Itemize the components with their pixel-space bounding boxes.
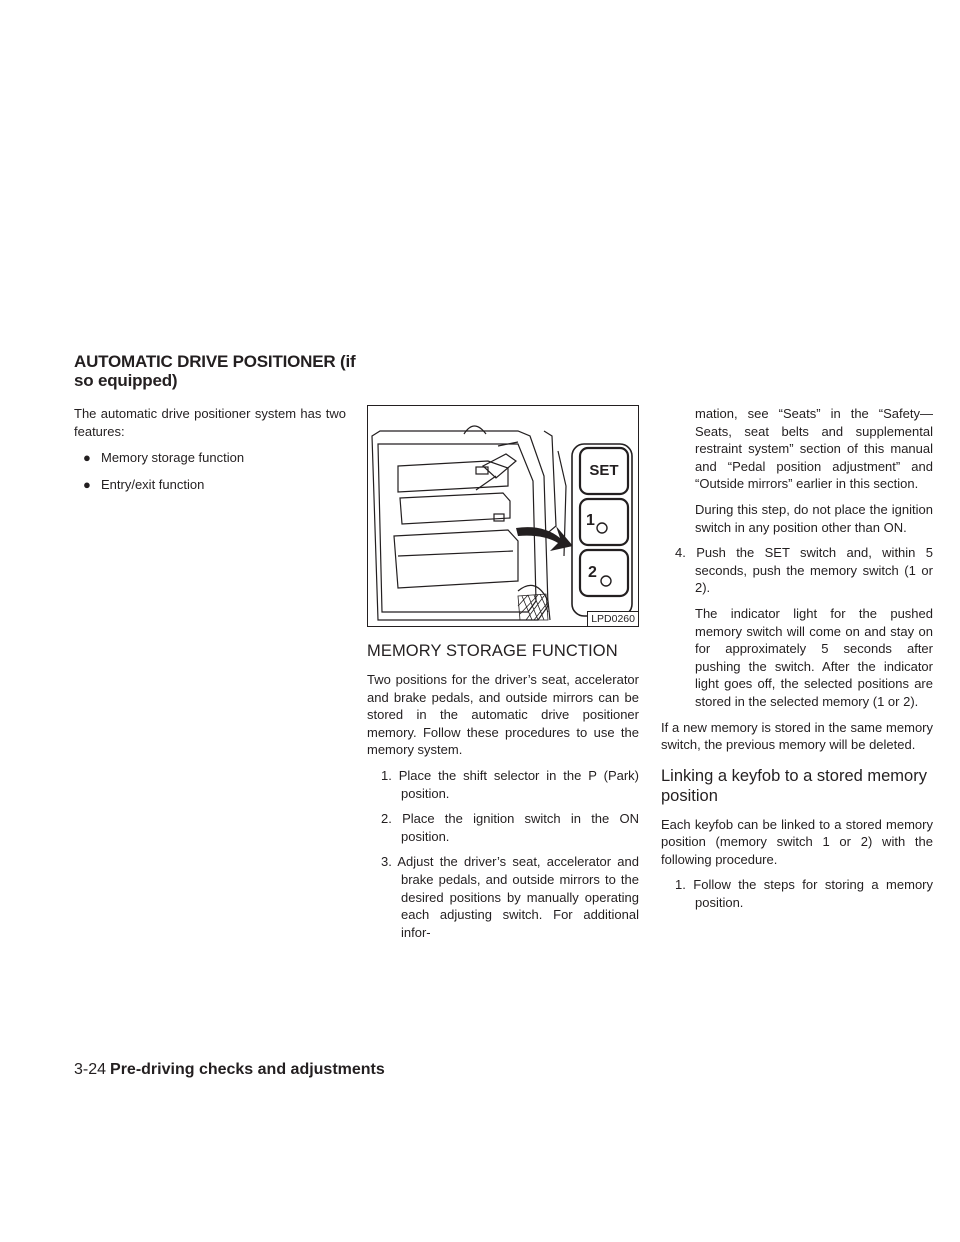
memory-switch-figure (367, 405, 639, 627)
page-number: 3-24 (74, 1061, 107, 1078)
feature-label: Memory storage function (101, 450, 245, 466)
memory-switch-1-label: 1 (586, 512, 595, 529)
page-title-line2: so equipped) (74, 371, 178, 390)
section-name: Pre-driving checks and adjustments (110, 1061, 385, 1078)
intro-paragraph: The automatic drive positioner system has two features: (74, 406, 346, 439)
overwrite-note: If a new memory is stored in the same memory switch, the previous memory will be deleted. (661, 719, 933, 753)
step-2: 2. Place the ignition switch in the ON position. (381, 811, 639, 844)
set-switch-label: SET (589, 462, 619, 479)
memory-switch-2-label: 2 (588, 564, 597, 581)
feature-item (74, 476, 346, 494)
figure-code: LPD0260 (587, 611, 638, 626)
page-footer (74, 1060, 385, 1080)
page-title-line1: AUTOMATIC DRIVE POSITIONER (if (74, 352, 356, 371)
door-panel-illustration (368, 406, 638, 626)
step-3-note: During this step, do not place the ignition switch in any position other than ON. (695, 501, 933, 535)
step-3-continued: mation, see “Seats” in the “Safety—Seats, seat belts and supplemental restraint system” section of this manual and “Pedal position adjustment” and “Outside mirrors” earlier in this section. (695, 406, 933, 492)
bullet-icon: ● (83, 476, 91, 492)
step-3: 3. Adjust the driver’s seat, accelerator and brake pedals, and outside mirrors to the desired positions by manually operating each adjusting switch. For additional infor- (381, 854, 639, 940)
bullet-icon: ● (83, 450, 91, 466)
keyfob-intro: Each keyfob can be linked to a stored memory position (memory switch 1 or 2) with the following procedure. (661, 816, 933, 867)
memory-storage-heading: MEMORY STORAGE FUNCTION (367, 642, 618, 660)
step-4: 4. Push the SET switch and, within 5 seconds, push the memory switch (1 or 2). (675, 545, 933, 596)
keyfob-step-1: 1. Follow the steps for storing a memory position. (675, 877, 933, 911)
feature-label: Entry/exit function (101, 476, 205, 492)
keyfob-heading: Linking a keyfob to a stored memory position (661, 766, 927, 805)
memory-intro: Two positions for the driver’s seat, accelerator and brake pedals, and outside mirrors can be stored in the automatic drive positioner memory. Follow these procedures to use the memory system. (367, 672, 639, 758)
step-4-note: The indicator light for the pushed memory switch will come on and stay on for approximately 5 seconds after pushing the switch. After the indicator light goes off, the selected positions are stored in the selected memory (1 or 2). (695, 605, 933, 709)
feature-item (74, 449, 346, 467)
step-1: 1. Place the shift selector in the P (Park) position. (381, 767, 639, 801)
column-2 (367, 405, 639, 941)
column-3 (661, 405, 933, 912)
page-title (74, 352, 355, 390)
column-1 (74, 405, 346, 493)
